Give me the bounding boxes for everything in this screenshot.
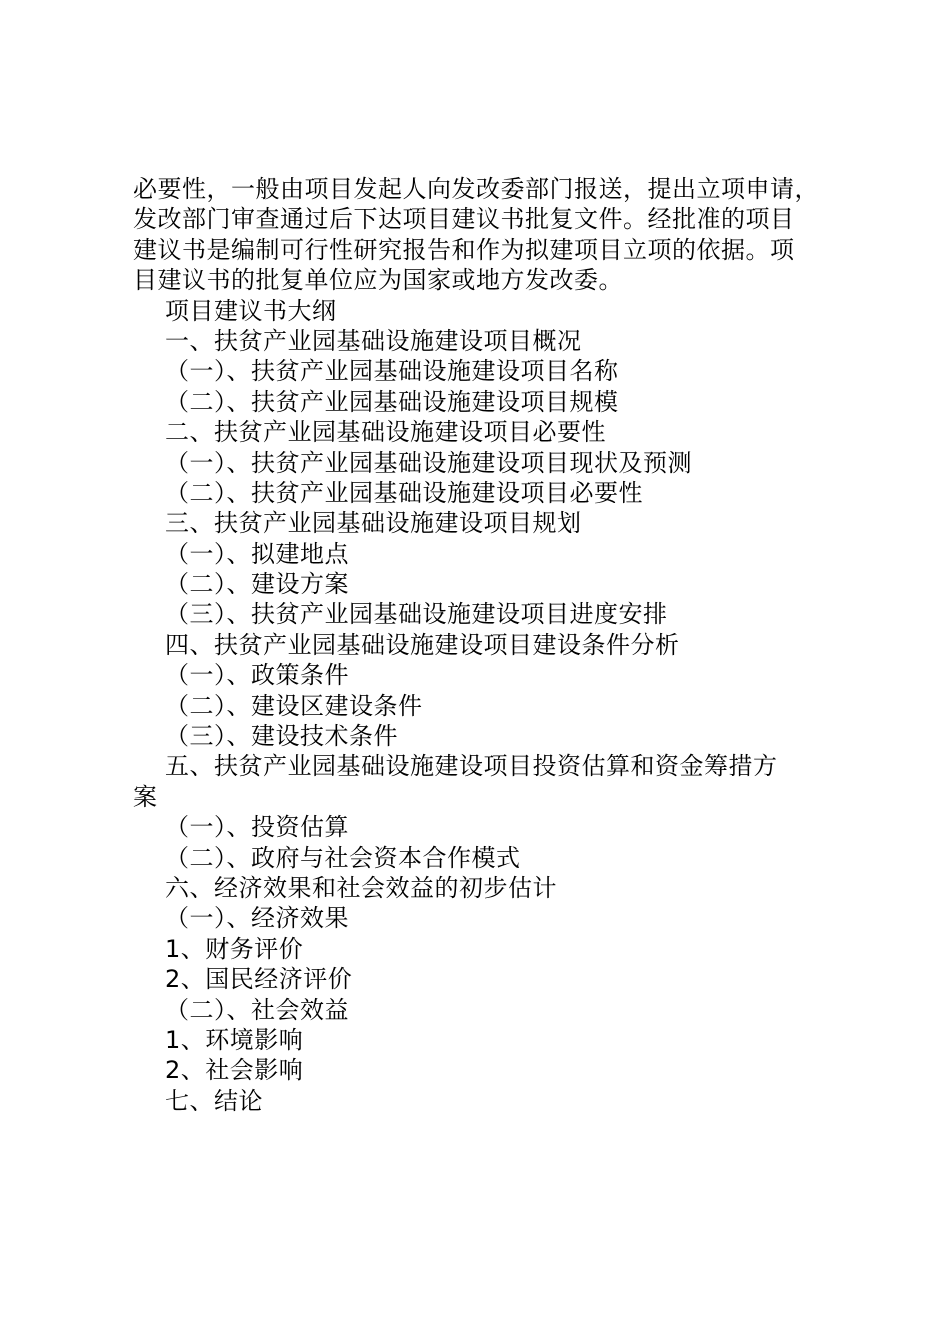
outline-item: 四、扶贫产业园基础设施建设项目建设条件分析 bbox=[165, 630, 680, 659]
outline-item: （二）、政府与社会资本合作模式 bbox=[165, 843, 521, 872]
outline-item: 2、国民经济评价 bbox=[165, 965, 353, 994]
outline-item: 2、社会影响 bbox=[165, 1056, 304, 1085]
outline-item: 一、扶贫产业园基础设施建设项目概况 bbox=[165, 326, 582, 355]
outline-item: （三）、建设技术条件 bbox=[165, 722, 398, 751]
outline-item-five-continuation: 案 bbox=[133, 782, 158, 811]
intro-paragraph bbox=[133, 174, 833, 296]
intro-line: 必要性，一般由项目发起人向发改委部门报送，提出立项申请， bbox=[133, 175, 819, 203]
outline-item: （二）、扶贫产业园基础设施建设项目规模 bbox=[165, 387, 619, 416]
outline-item: （二）、扶贫产业园基础设施建设项目必要性 bbox=[165, 478, 643, 507]
outline-item-five: 五、扶贫产业园基础设施建设项目投资估算和资金筹措方 bbox=[165, 752, 778, 781]
outline-item: （三）、扶贫产业园基础设施建设项目进度安排 bbox=[165, 600, 668, 629]
outline-item: （一）、扶贫产业园基础设施建设项目名称 bbox=[165, 357, 619, 386]
outline-item: 三、扶贫产业园基础设施建设项目规划 bbox=[165, 509, 582, 538]
outline-item: 二、扶贫产业园基础设施建设项目必要性 bbox=[165, 418, 606, 447]
outline-item: （一）、扶贫产业园基础设施建设项目现状及预测 bbox=[165, 448, 692, 477]
outline-item: （二）、建设方案 bbox=[165, 570, 349, 599]
outline-title: 项目建议书大纲 bbox=[165, 296, 337, 325]
intro-line: 建议书是编制可行性研究报告和作为拟建项目立项的依据。项 bbox=[133, 235, 795, 264]
outline-item: 七、结论 bbox=[165, 1086, 263, 1115]
outline-item: （二）、建设区建设条件 bbox=[165, 691, 423, 720]
intro-line: 发改部门审查通过后下达项目建议书批复文件。经批准的项目 bbox=[133, 205, 795, 234]
outline-item: 1、环境影响 bbox=[165, 1025, 304, 1054]
intro-line: 目建议书的批复单位应为国家或地方发改委。 bbox=[133, 266, 623, 295]
outline-item: 六、经济效果和社会效益的初步估计 bbox=[165, 873, 557, 902]
outline-item: （一）、政策条件 bbox=[165, 661, 349, 690]
outline-list bbox=[133, 326, 833, 1116]
outline-item: （一）、经济效果 bbox=[165, 904, 349, 933]
document-body bbox=[133, 174, 833, 1116]
outline-item: （二）、社会效益 bbox=[165, 995, 349, 1024]
outline-item: （一）、拟建地点 bbox=[165, 539, 349, 568]
outline-item: 1、财务评价 bbox=[165, 934, 304, 963]
outline-item: （一）、投资估算 bbox=[165, 813, 349, 842]
